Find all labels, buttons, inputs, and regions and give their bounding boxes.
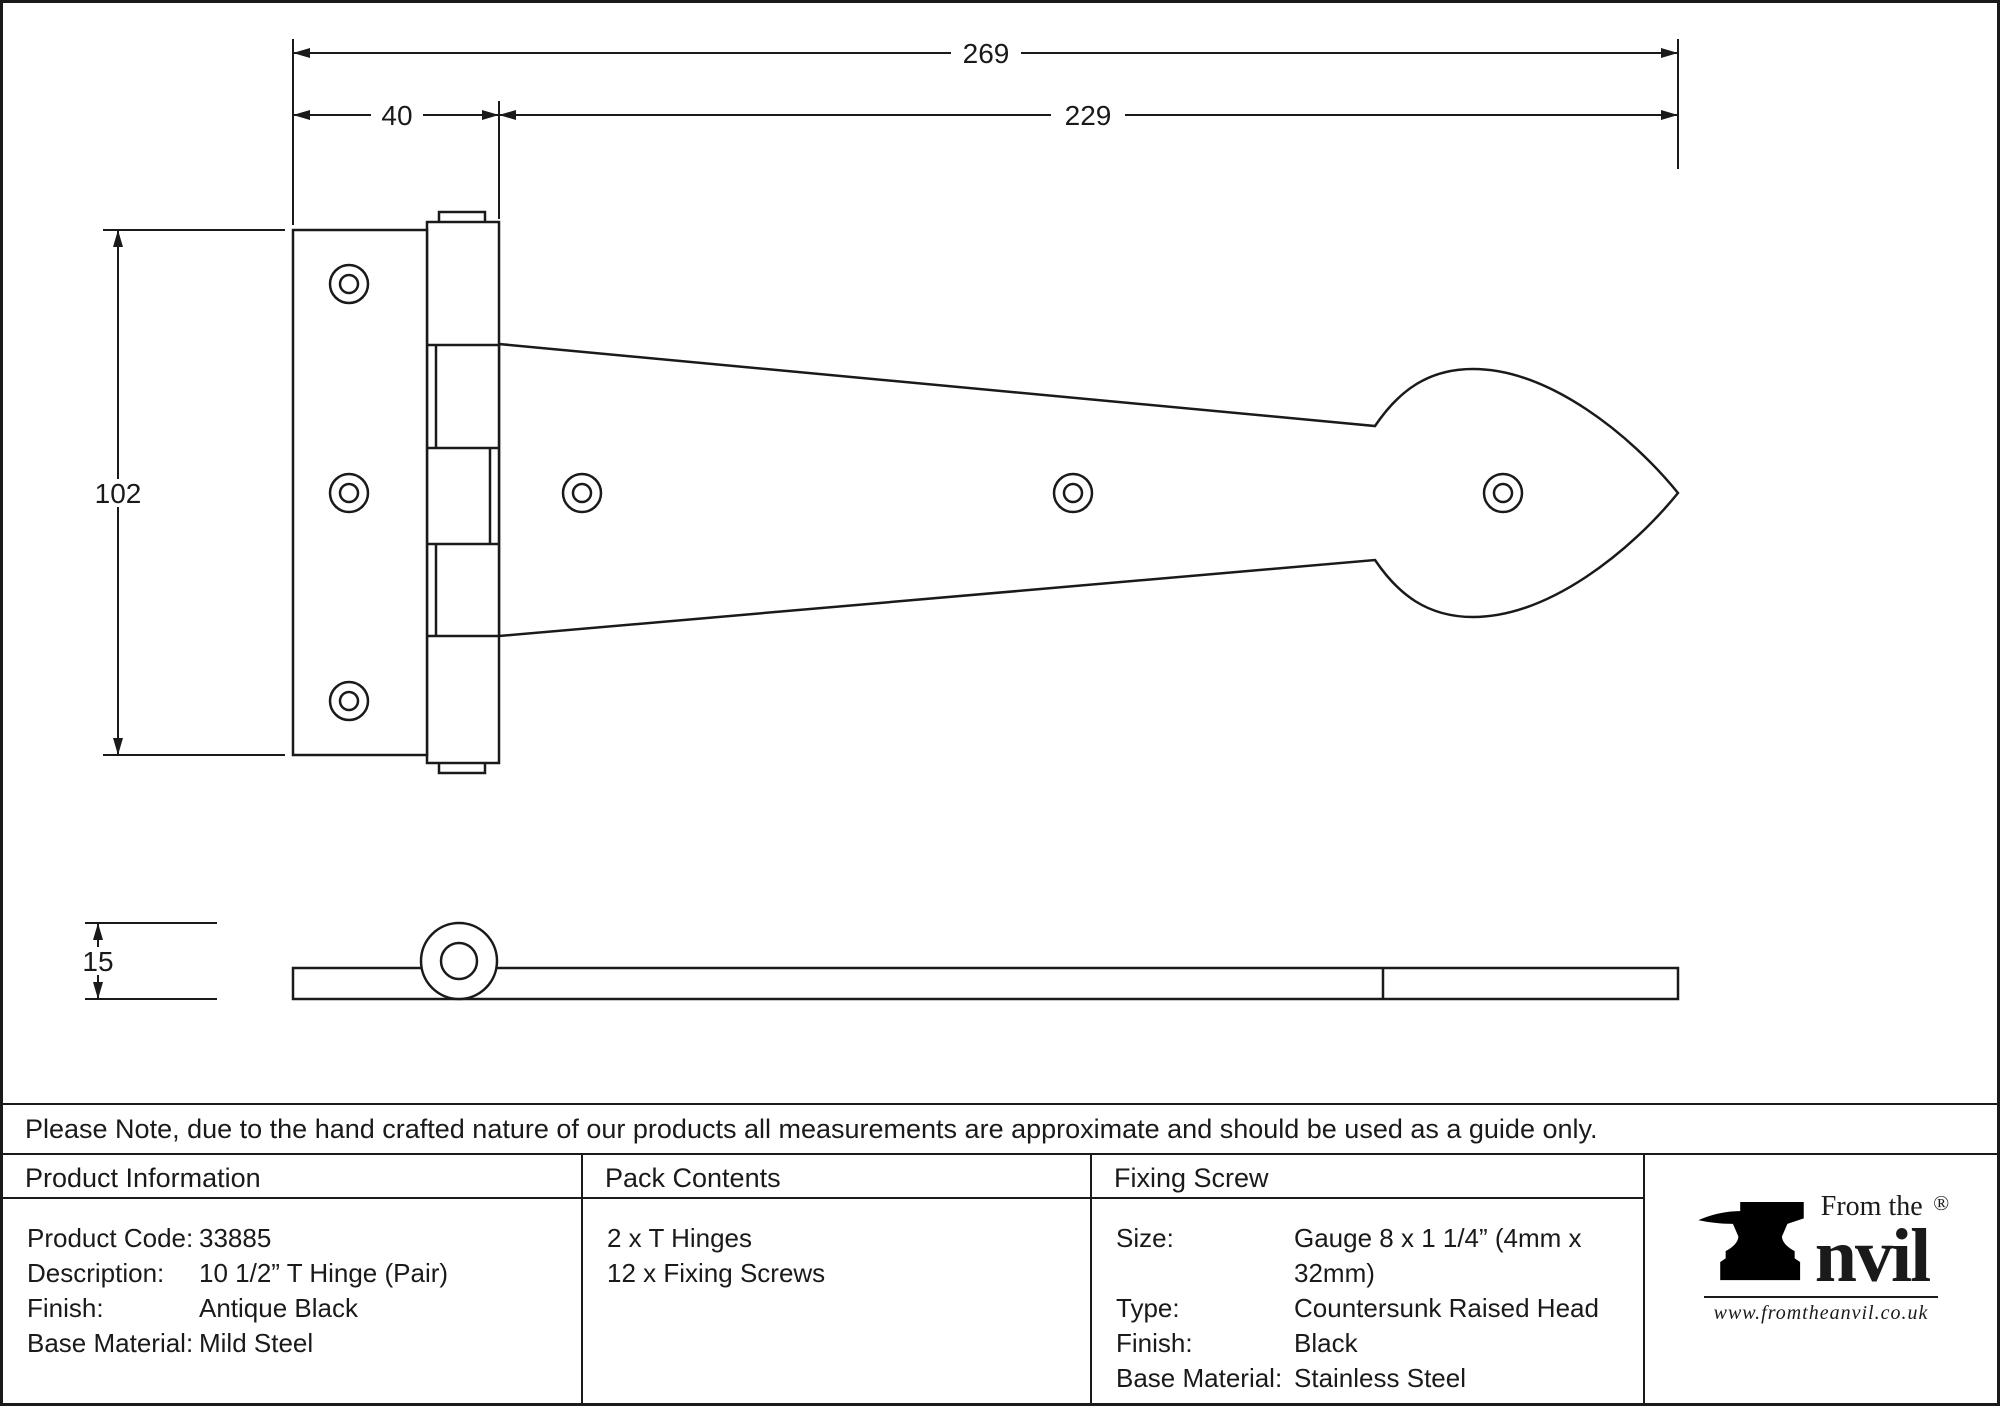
row-value: Countersunk Raised Head [1294,1293,1599,1323]
anvil-icon [1693,1194,1811,1290]
note-row [3,1103,1997,1155]
hinge-side-view [293,923,1678,999]
dim-label-plate-width: 40 [381,100,413,131]
dim-label-total-length: 269 [962,38,1010,69]
header-product-information: Product Information [3,1155,581,1199]
fixing-screw-body [1090,1199,1643,1403]
table-row [1116,1361,1643,1396]
table-row [1116,1291,1643,1326]
table-row [27,1256,581,1291]
logo-row [1693,1191,1950,1298]
logo-text [1814,1191,1930,1298]
row-value: Mild Steel [199,1328,314,1358]
header-fixing-screw: Fixing Screw [1090,1155,1643,1199]
row-value: 10 1/2” T Hinge (Pair) [199,1258,449,1288]
row-value: Black [1294,1328,1358,1358]
row-label: Base Material: [27,1328,194,1358]
dim-label-plate-height: 102 [94,478,142,509]
pack-item: 12 x Fixing Screws [607,1258,826,1288]
row-label: Finish: [27,1293,104,1323]
pack-item: 2 x T Hinges [607,1223,753,1253]
row-value: Antique Black [199,1293,358,1323]
hinge-knuckle-barrel [427,222,499,763]
row-label: Base Material: [1116,1363,1283,1393]
technical-drawing [3,3,1997,1103]
product-information-body [3,1199,581,1403]
row-label: Product Code: [27,1223,194,1253]
table-row [27,1326,581,1361]
hinge-front-view [293,212,1678,773]
logo-brand-suffix: nvil [1814,1214,1930,1298]
table-row [27,1291,581,1326]
header-pack-contents: Pack Contents [581,1155,1090,1199]
row-label: Description: [27,1258,165,1288]
row-label: Size: [1116,1223,1174,1253]
side-view-strap [293,968,1678,999]
table-row [1116,1221,1643,1291]
row-label: Finish: [1116,1328,1193,1358]
logo-tagline: From the [1820,1191,1923,1222]
logo-website: www.fromtheanvil.co.uk [1704,1296,1939,1325]
spec-table [3,1155,1997,1403]
brand-logo [1643,1155,1997,1403]
dim-label-side-height: 15 [82,946,114,977]
table-row [27,1221,581,1256]
row-label: Type: [1116,1293,1180,1323]
row-value: Stainless Steel [1294,1363,1466,1393]
row-value: Gauge 8 x 1 1/4” (4mm x 32mm) [1294,1223,1582,1288]
registered-trademark-icon: ® [1933,1191,1950,1215]
row-value: 33885 [199,1223,272,1253]
table-row [1116,1326,1643,1361]
note-text: Please Note, due to the hand crafted nature of our products all measurements are approximate and should be used as a guide only. [25,1113,1598,1144]
dim-label-arm-length: 229 [1064,100,1112,131]
pack-contents-body [581,1199,1090,1403]
